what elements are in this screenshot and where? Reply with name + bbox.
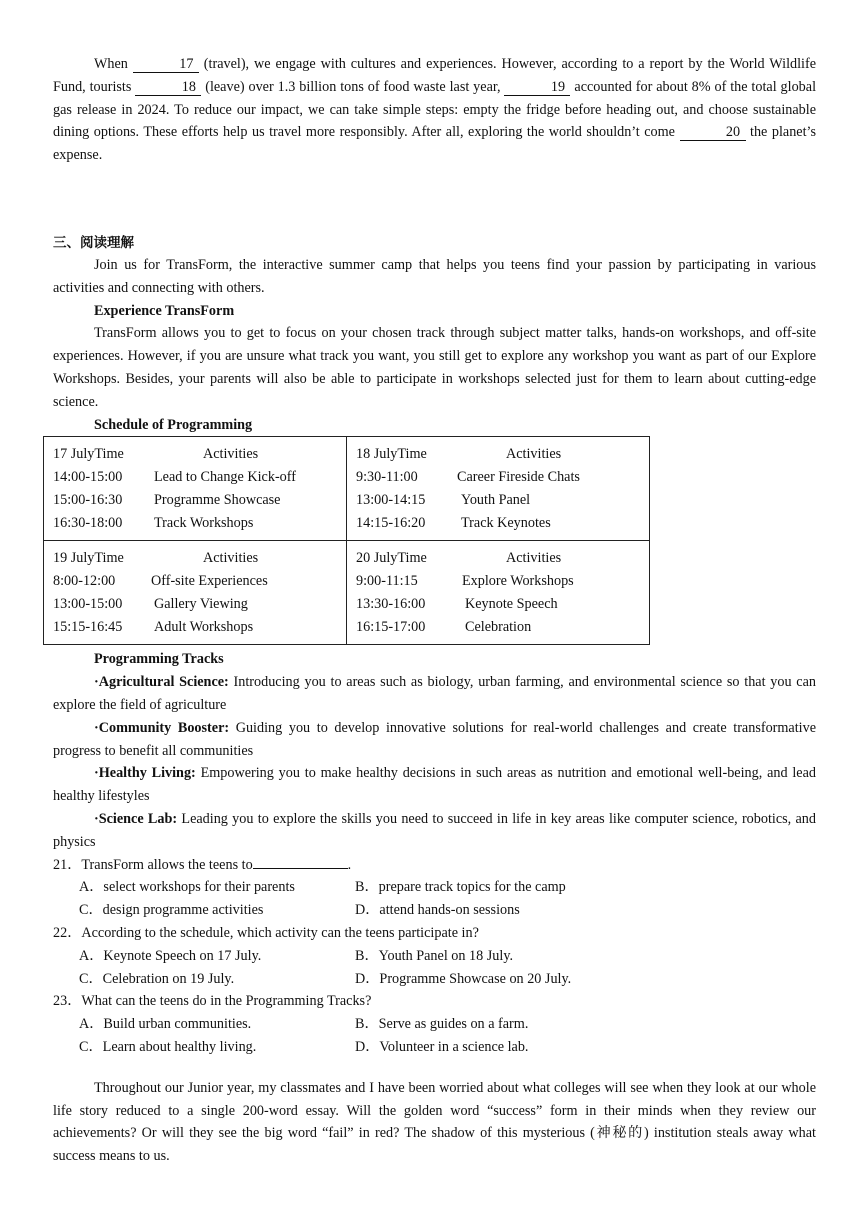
slot-time: 14:15-16:20 [356,515,426,532]
slot-activity: Gallery Viewing [154,596,248,613]
option-a[interactable]: A．Keynote Speech on 17 July. [79,947,262,964]
passage2-paragraph: Throughout our Junior year, my classmates and I have been worried about what colleges will see when they look at our whole life story reduced to a single 200-word essay. Will the golden word “success” form in their minds when they review our achievements? Or will they see the big word “fail” in red? The shadow of this mysterious (神秘的) institution steals away what success means to us. [53,1079,816,1165]
blank-20[interactable]: 20 [680,125,746,141]
slot-activity: Lead to Change Kick-off [154,469,296,486]
answer-blank[interactable] [253,854,348,869]
option-c[interactable]: C．Learn about healthy living. [79,1038,257,1055]
option-b[interactable]: B．Youth Panel on 18 July. [355,947,514,964]
slot-time: 13:00-15:00 [53,596,123,613]
slot-time: 16:30-18:00 [53,515,123,532]
track-item [53,762,816,808]
option-d[interactable]: D．Programme Showcase on 20 July. [355,970,572,987]
option-d[interactable]: D．attend hands-on sessions [355,902,520,919]
question-stem: 21．TransForm allows the teens to [53,856,253,873]
option-c[interactable]: C．Celebration on 19 July. [79,970,235,987]
question-stem: 23．What can the teens do in the Programming Tracks? [53,993,372,1010]
day-header: 18 JulyTime [356,446,427,463]
question-21 [53,854,816,877]
tracks-heading: Programming Tracks [94,651,224,668]
slot-time: 15:00-16:30 [53,492,123,509]
slot-activity: Career Fireside Chats [457,469,580,486]
section-title: 三、阅读理解 [53,234,134,251]
track-desc: Leading you to explore the skills you need to succeed in life in key areas like computer science, robotics, and physics [53,810,816,850]
slot-activity: Celebration [465,619,532,636]
schedule-cell-17 [44,437,347,541]
slot-activity: Track Workshops [154,515,254,532]
track-name: ·Healthy Living: [94,765,196,782]
slot-time: 13:00-14:15 [356,492,426,509]
blank-19[interactable]: 19 [504,80,570,96]
track-item [53,717,816,763]
experience-heading: Experience TransForm [94,302,235,319]
option-a[interactable]: A．Build urban communities. [79,1016,252,1033]
cloze-paragraph [53,53,816,167]
intro-paragraph: Join us for TransForm, the interactive summer camp that helps you teens find your passion by participating in various activities and connecting with others. [53,256,816,296]
schedule-cell-20 [347,541,650,645]
day-header: 19 JulyTime [53,550,124,567]
blank-18[interactable]: 18 [135,80,201,96]
schedule-cell-19 [44,541,347,645]
cloze-text: the planet’s expense. [53,124,816,164]
slot-time: 9:30-11:00 [356,469,418,486]
cloze-text: accounted for about 8% of the total global gas release in 2024. To reduce our impact, we can take simple steps: empty the fridge before heading out, and choose sustainable dining options. These efforts help us travel more responsibly. After all, exploring the world shouldn’t come [53,78,817,141]
slot-time: 14:00-15:00 [53,469,123,486]
track-item [53,671,816,717]
track-desc: Introducing you to areas such as biology, urban farming, and environmental science so that you can explore the field of agriculture [53,674,816,713]
experience-paragraph: TransForm allows you to get to focus on your chosen track through subject matter talks, hands-on workshops, and off-site experiences. However, if you are unsure what track you want, you still get to explore any workshop you want as part of our Explore Workshops. Besides, your parents will also be able to participate in workshops selected just for them to learn about cutting-edge science. [53,325,816,410]
day-header: 20 JulyTime [356,550,427,567]
track-name: ·Community Booster: [94,719,230,736]
day-header: 17 JulyTime [53,446,124,463]
schedule-table [43,436,650,645]
option-c[interactable]: C．design programme activities [79,902,264,919]
option-a[interactable]: A．select workshops for their parents [79,879,295,896]
blank-17[interactable]: 17 [133,57,199,73]
activities-header: Activities [203,446,259,463]
option-b[interactable]: B．prepare track topics for the camp [355,879,566,896]
question-23 [53,990,816,1013]
schedule-cell-18 [347,437,650,541]
slot-activity: Programme Showcase [154,492,281,509]
option-d[interactable]: D．Volunteer in a science lab. [355,1038,529,1055]
slot-time: 9:00-11:15 [356,573,418,590]
slot-activity: Off-site Experiences [151,573,268,590]
question-stem: 22．According to the schedule, which activity can the teens participate in? [53,924,479,941]
slot-activity: Explore Workshops [462,573,574,590]
activities-header: Activities [506,446,562,463]
activities-header: Activities [506,550,562,567]
slot-time: 16:15-17:00 [356,619,426,636]
cloze-text: When [94,56,128,72]
option-b[interactable]: B．Serve as guides on a farm. [355,1016,529,1033]
page [53,53,816,1168]
track-desc: Empowering you to make healthy decisions in such areas as nutrition and emotional well-being, and lead healthy lifestyles [53,765,816,805]
slot-activity: Track Keynotes [461,515,551,532]
slot-activity: Adult Workshops [154,619,254,636]
track-desc: Guiding you to develop innovative solutions for real-world challenges and create transformative progress to benefit all communities [53,719,816,759]
question-stem-end: . [347,856,352,873]
track-item [53,808,816,854]
slot-activity: Keynote Speech [465,596,558,613]
slot-time: 13:30-16:00 [356,596,426,613]
cloze-text: (leave) over 1.3 billion tons of food waste last year, [205,78,501,95]
activities-header: Activities [203,550,259,567]
track-name: ·Science Lab: [94,810,178,827]
cloze-text: (travel), we engage with cultures and experiences. However, according to a report by the World Wildlife Fund, tourists [53,56,817,95]
schedule-heading: Schedule of Programming [94,416,253,433]
slot-time: 8:00-12:00 [53,573,116,590]
question-22 [53,922,816,945]
track-name: ·Agricultural Science: [94,674,229,691]
slot-activity: Youth Panel [461,492,531,509]
slot-time: 15:15-16:45 [53,619,123,636]
